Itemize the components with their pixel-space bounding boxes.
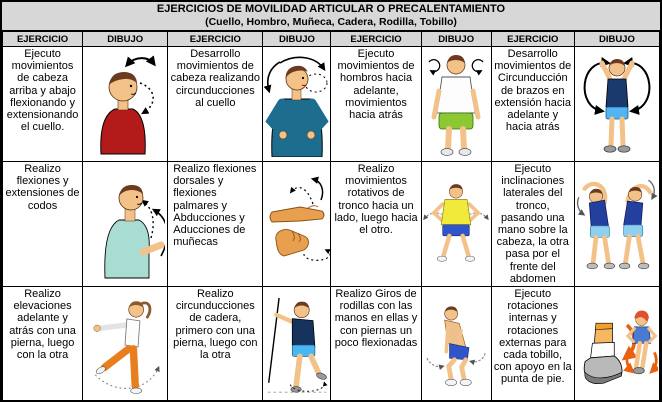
exercise-text: Realizo flexiones dorsales y flexiones palmares y Abducciones y Aducciones de muñecas [173,163,257,249]
exercise-cell [331,47,421,162]
exercise-cell [491,287,574,402]
exercise-cell [168,47,263,162]
neck-circumduction-drawing [264,51,330,157]
drawing-cell [83,287,168,402]
exercise-cell [168,287,263,402]
exercise-text: Realizo elevaciones adelante y atrás con una pierna, luego con la otra [9,288,76,362]
column-header-dibujo-1: DIBUJO [83,32,168,47]
column-header-dibujo-4: DIBUJO [574,32,659,47]
column-header-dibujo-3: DIBUJO [421,32,491,47]
column-header-dibujo-2: DIBUJO [263,32,331,47]
table-row [3,162,660,287]
exercise-cell [168,162,263,287]
exercise-table [2,31,660,402]
arm-circles-drawing [576,51,658,157]
column-header-ejercicio-4: EJERCICIO [491,32,574,47]
page-title: EJERCICIOS DE MOVILIDAD ARTICULAR O PRECALENTAMIENTO [156,3,506,15]
drawing-cell [574,47,659,162]
drawing-cell [83,162,168,287]
exercise-text: Realizo movimientos rotativos de tronco hacia un lado, luego hacia el otro. [334,163,418,237]
exercise-cell [3,287,83,402]
exercise-cell [491,162,574,287]
drawing-cell [574,162,659,287]
knee-circles-drawing [422,291,490,401]
ankle-rotation-drawing [576,291,658,401]
column-header-ejercicio-1: EJERCICIO [3,32,83,47]
drawing-cell [574,287,659,402]
column-header-ejercicio-3: EJERCICIO [331,32,421,47]
exercise-text: Desarrollo movimientos de Circunducción de brazos en extensión hacia adelante y hacia atrás [494,48,572,134]
exercise-text: Desarrollo movimientos de cabeza realizando circunducciones al cuello [170,48,260,109]
hip-circumduction-drawing [264,291,330,401]
exercise-cell [3,47,83,162]
table-row [3,287,660,402]
title-block [2,2,660,31]
drawing-cell [421,287,491,402]
exercise-text: Realizo flexiones y extensiones de codos [5,163,80,212]
trunk-rotation-drawing [422,167,490,281]
shoulder-rolls-drawing [422,51,490,157]
drawing-cell [421,47,491,162]
exercise-text: Realizo Giros de rodillas con las manos en ellas y con piernas un poco flexionadas [334,288,418,349]
leg-swing-drawing [84,291,166,401]
drawing-cell [263,287,331,402]
column-header-ejercicio-2: EJERCICIO [168,32,263,47]
exercise-text: Ejecuto rotaciones internas y rotaciones externas para cada tobillo, con apoyo en la punta de pie. [493,288,572,386]
drawing-cell [421,162,491,287]
elbow-flexion-drawing [85,168,165,280]
exercise-cell [491,47,574,162]
header-row [3,32,660,47]
drawing-cell [263,162,331,287]
drawing-cell [83,47,168,162]
exercise-cell [3,162,83,287]
head-flexion-extension-drawing [85,52,165,156]
table-row [3,47,660,162]
wrist-flexion-drawing [264,170,330,278]
exercise-text: Ejecuto movimientos de hombros hacia adelante, movimientos hacia atrás [337,48,415,122]
side-bend-drawing [576,168,658,280]
exercise-text: Ejecuto movimientos de cabeza arriba y abajo flexionando y extensionando el cuello. [6,48,79,134]
page-subtitle: (Cuello, Hombro, Muñeca, Cadera, Rodilla, Tobillo) [205,16,457,28]
exercise-cell [331,162,421,287]
exercise-text: Ejecuto inclinaciones laterales del tronco, pasando una mano sobre la cabeza, la otra pasa por el frente del abdomen [496,163,569,285]
exercise-cell [331,287,421,402]
exercise-text: Realizo circunducciones de cadera, primero con una pierna, luego con la otra [173,288,258,362]
drawing-cell [263,47,331,162]
